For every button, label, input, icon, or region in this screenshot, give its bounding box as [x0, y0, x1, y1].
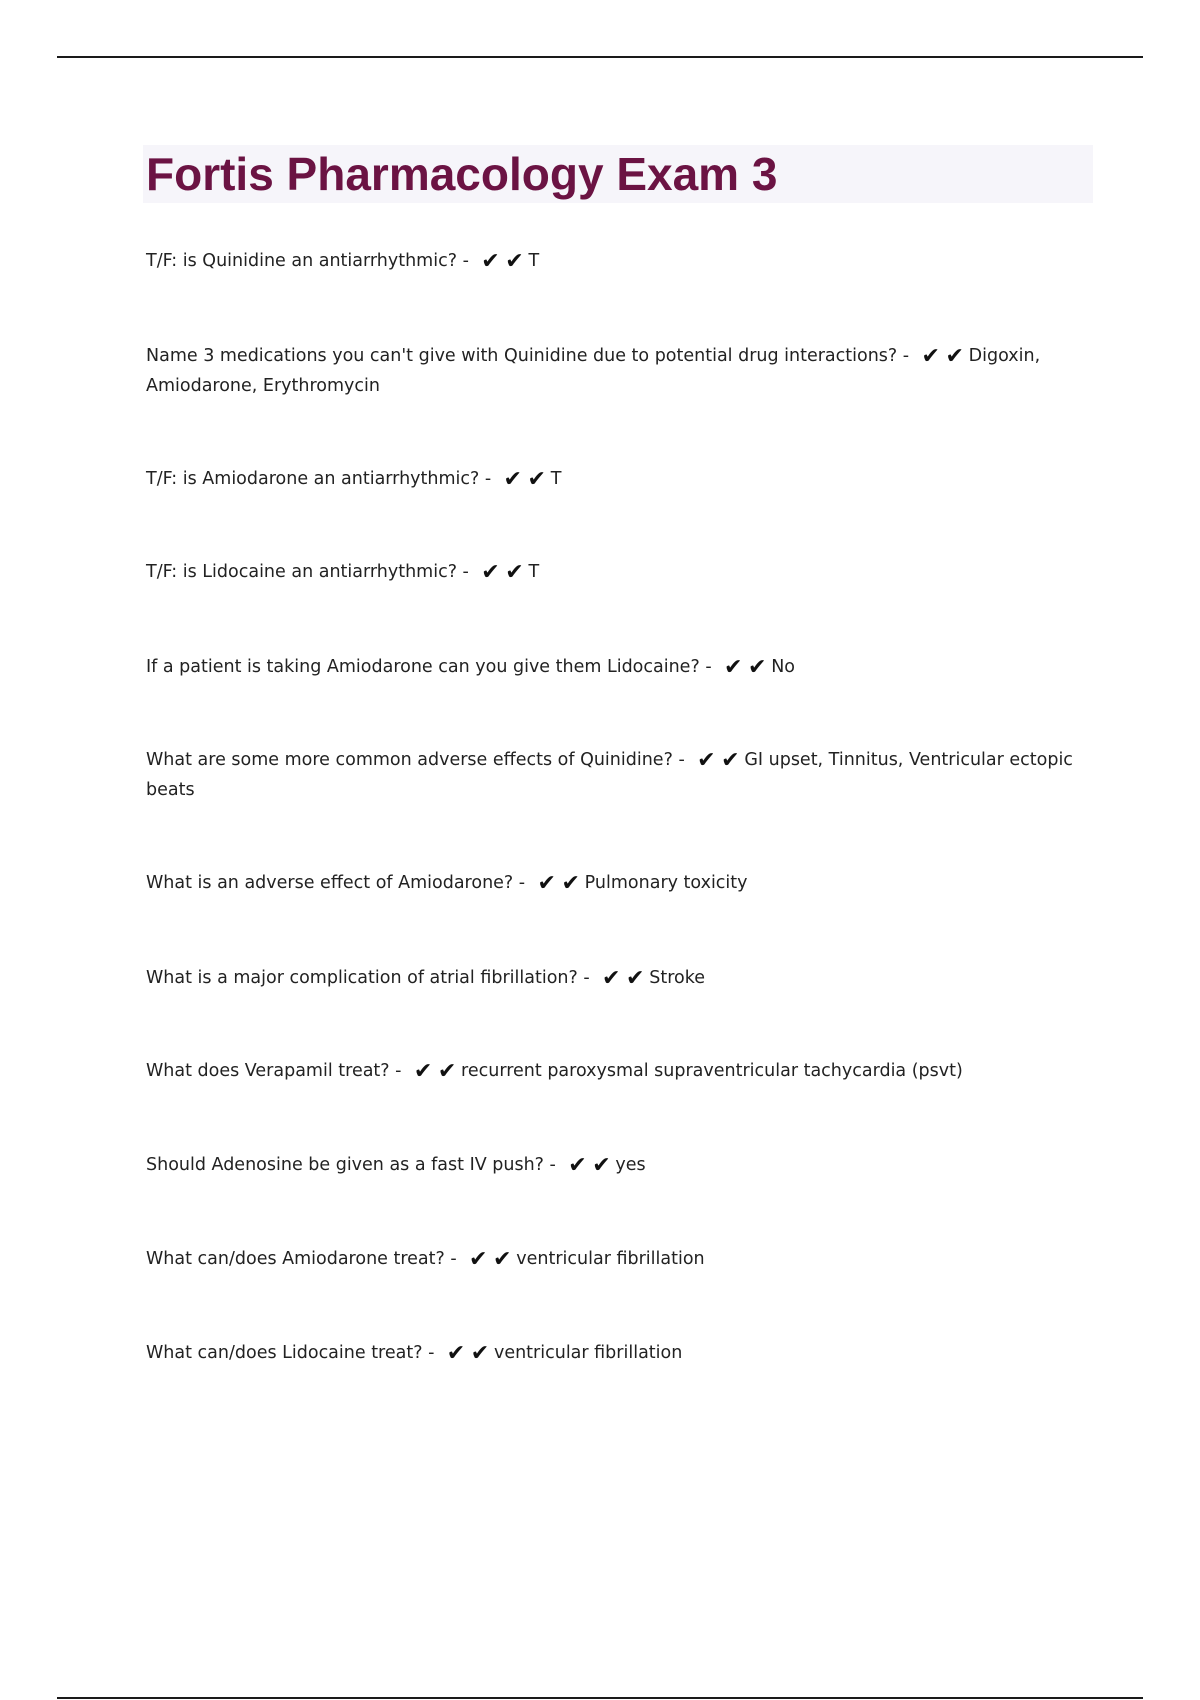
qa-item: What can/does Amiodarone treat? - ✔ ✔ ventricular fibrillation	[146, 1247, 705, 1272]
question-text: What is a major complication of atrial fibrillation?	[146, 968, 578, 988]
question-text: What can/does Lidocaine treat?	[146, 1343, 423, 1363]
check-mark-icon: ✔	[446, 1341, 466, 1366]
answer-text: T	[528, 562, 540, 582]
check-mark-icon: ✔	[561, 871, 580, 896]
qa-item: Name 3 medications you can't give with Quinidine due to potential drug interactions? - ✔ ✔ Digoxin, Amiodarone, Erythromycin	[146, 344, 1041, 396]
qa-item: What does Verapamil treat? - ✔ ✔ recurrent paroxysmal supraventricular tachycardia (psvt)	[146, 1059, 963, 1084]
question-text: If a patient is taking Amiodarone can you give them Lidocaine?	[146, 657, 700, 677]
answer-text: ventricular fibrillation	[493, 1343, 683, 1363]
question-text: Should Adenosine be given as a fast IV push?	[146, 1155, 544, 1175]
qa-item: T/F: is Quinidine an antiarrhythmic? - ✔ ✔ T	[146, 249, 540, 274]
answer-text: Pulmonary toxicity	[584, 873, 748, 893]
check-mark-icon: ✔	[697, 748, 716, 773]
check-mark-icon: ✔	[470, 1341, 490, 1366]
check-mark-icon: ✔	[921, 344, 940, 369]
check-mark-icon: ✔	[481, 560, 500, 585]
answer-text: T	[528, 251, 540, 271]
question-text: T/F: is Amiodarone an antiarrhythmic?	[146, 469, 480, 489]
qa-item: Should Adenosine be given as a fast IV push? - ✔ ✔ yes	[146, 1153, 646, 1178]
question-text: What are some more common adverse effects of Quinidine?	[146, 750, 673, 770]
check-mark-icon: ✔	[503, 467, 522, 492]
check-mark-icon: ✔	[481, 249, 500, 274]
check-mark-icon: ✔	[723, 655, 743, 680]
qa-item: What are some more common adverse effects of Quinidine? - ✔ ✔ GI upset, Tinnitus, Ventricular ectopic beats	[146, 748, 1073, 800]
check-mark-icon: ✔	[505, 560, 524, 585]
qa-item: What can/does Lidocaine treat? - ✔ ✔ ventricular fibrillation	[146, 1341, 683, 1366]
check-mark-icon: ✔	[592, 1153, 611, 1178]
check-mark-icon: ✔	[413, 1059, 433, 1084]
answer-text: Stroke	[649, 968, 705, 988]
question-text: Name 3 medications you can't give with Quinidine due to potential drug interactions?	[146, 346, 898, 366]
check-mark-icon: ✔	[721, 748, 740, 773]
page-title: Fortis Pharmacology Exam 3	[146, 148, 778, 200]
check-mark-icon: ✔	[747, 655, 767, 680]
check-mark-icon: ✔	[527, 467, 546, 492]
qa-item: T/F: is Lidocaine an antiarrhythmic? - ✔ ✔ T	[146, 560, 540, 585]
question-text: T/F: is Lidocaine an antiarrhythmic?	[146, 562, 457, 582]
answer-text: Digoxin, Amiodarone, Erythromycin	[146, 346, 1041, 396]
qa-item: What is a major complication of atrial fibrillation? - ✔ ✔ Stroke	[146, 966, 705, 991]
answer-text: GI upset, Tinnitus, Ventricular ectopic beats	[146, 750, 1073, 800]
bottom-rule	[57, 1697, 1143, 1699]
check-mark-icon: ✔	[537, 871, 556, 896]
answer-text: recurrent paroxysmal supraventricular tachycardia (psvt)	[461, 1061, 963, 1081]
question-text: What is an adverse effect of Amiodarone?	[146, 873, 514, 893]
qa-item: T/F: is Amiodarone an antiarrhythmic? - ✔ ✔ T	[146, 467, 562, 492]
check-mark-icon: ✔	[602, 966, 621, 991]
qa-item: If a patient is taking Amiodarone can you give them Lidocaine? - ✔ ✔ No	[146, 655, 796, 680]
top-rule	[57, 56, 1143, 58]
check-mark-icon: ✔	[945, 344, 964, 369]
answer-text: ventricular fibrillation	[516, 1249, 705, 1269]
check-mark-icon: ✔	[469, 1247, 488, 1272]
check-mark-icon: ✔	[437, 1059, 457, 1084]
question-text: What does Verapamil treat?	[146, 1061, 390, 1081]
question-text: T/F: is Quinidine an antiarrhythmic?	[146, 251, 458, 271]
answer-text: T	[550, 469, 562, 489]
check-mark-icon: ✔	[568, 1153, 587, 1178]
check-mark-icon: ✔	[505, 249, 524, 274]
answer-text: No	[771, 657, 796, 677]
question-text: What can/does Amiodarone treat?	[146, 1249, 445, 1269]
qa-item: What is an adverse effect of Amiodarone? - ✔ ✔ Pulmonary toxicity	[146, 871, 748, 896]
check-mark-icon: ✔	[493, 1247, 512, 1272]
answer-text: yes	[615, 1155, 646, 1175]
check-mark-icon: ✔	[626, 966, 645, 991]
